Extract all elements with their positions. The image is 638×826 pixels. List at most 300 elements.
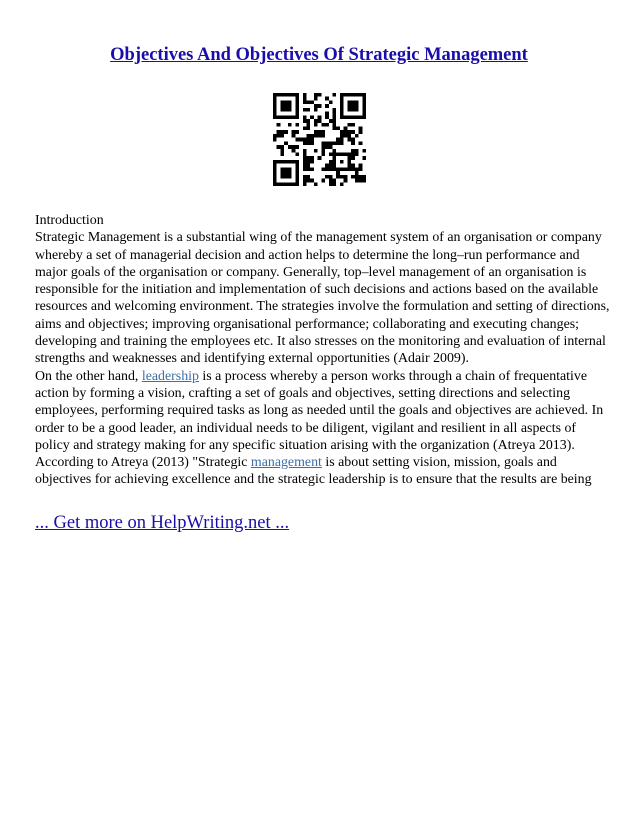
qr-module	[303, 138, 307, 142]
qr-module	[325, 104, 329, 108]
qr-module	[340, 160, 344, 164]
qr-module	[336, 171, 340, 175]
qr-module	[306, 134, 310, 138]
qr-module	[295, 112, 299, 116]
qr-module	[295, 171, 299, 175]
qr-module	[273, 100, 277, 104]
qr-module	[347, 167, 351, 171]
qr-module	[295, 104, 299, 108]
qr-module	[310, 115, 314, 119]
qr-module	[333, 164, 337, 168]
qr-module	[344, 115, 348, 119]
qr-module	[321, 141, 325, 145]
qr-module	[325, 141, 329, 145]
qr-module	[280, 160, 284, 164]
document-title-link[interactable]: Objectives And Objectives Of Strategic Management	[110, 45, 528, 65]
qr-module	[336, 141, 340, 145]
qr-module	[355, 115, 359, 119]
qr-module	[340, 153, 344, 157]
qr-module	[273, 138, 277, 142]
qr-module	[351, 167, 355, 171]
qr-module	[314, 97, 318, 101]
qr-module	[336, 167, 340, 171]
qr-module	[284, 108, 288, 112]
qr-module	[321, 149, 325, 153]
qr-module	[280, 171, 284, 175]
qr-module	[329, 167, 333, 171]
qr-module	[347, 93, 351, 97]
qr-module	[292, 134, 296, 138]
qr-module	[277, 160, 281, 164]
qr-module	[303, 108, 307, 112]
qr-module	[284, 141, 288, 145]
qr-module	[280, 115, 284, 119]
qr-module	[277, 182, 281, 186]
qr-module	[355, 153, 359, 157]
paragraph-leadership	[35, 368, 610, 454]
qr-module	[273, 164, 277, 168]
qr-module	[318, 93, 322, 97]
qr-module	[273, 182, 277, 186]
qr-module	[333, 141, 337, 145]
qr-module	[303, 126, 307, 130]
qr-module	[277, 145, 281, 149]
qr-module	[333, 153, 337, 157]
qr-module	[280, 175, 284, 179]
qr-module	[359, 167, 363, 171]
qr-module	[280, 100, 284, 104]
qr-module	[347, 104, 351, 108]
qr-module	[333, 149, 337, 153]
qr-module	[333, 167, 337, 171]
qr-module	[303, 179, 307, 183]
qr-module	[362, 108, 366, 112]
qr-module	[351, 141, 355, 145]
qr-module	[359, 93, 363, 97]
qr-module	[306, 100, 310, 104]
qr-module	[325, 175, 329, 179]
qr-module	[288, 115, 292, 119]
qr-module	[295, 115, 299, 119]
qr-module	[284, 160, 288, 164]
qr-module	[329, 175, 333, 179]
qr-module	[340, 134, 344, 138]
qr-module	[280, 108, 284, 112]
paragraph-atreya-quote	[35, 454, 610, 489]
qr-module	[288, 108, 292, 112]
qr-module	[355, 171, 359, 175]
qr-module	[347, 138, 351, 142]
qr-code	[273, 93, 366, 186]
qr-module	[303, 119, 307, 123]
qr-module	[288, 175, 292, 179]
qr-module	[340, 112, 344, 116]
qr-module	[351, 153, 355, 157]
qr-module	[292, 182, 296, 186]
qr-module	[362, 97, 366, 101]
qr-module	[306, 126, 310, 130]
qr-module	[295, 100, 299, 104]
qr-module	[325, 112, 329, 116]
qr-module	[329, 119, 333, 123]
qr-module	[277, 93, 281, 97]
qr-module	[292, 145, 296, 149]
qr-module	[329, 145, 333, 149]
qr-module	[340, 115, 344, 119]
qr-module	[333, 112, 337, 116]
qr-module	[295, 123, 299, 127]
qr-module	[310, 138, 314, 142]
qr-module	[288, 167, 292, 171]
qr-module	[273, 104, 277, 108]
qr-module	[295, 130, 299, 134]
qr-module	[347, 108, 351, 112]
qr-module	[288, 182, 292, 186]
qr-module	[362, 112, 366, 116]
qr-module	[333, 108, 337, 112]
qr-module	[303, 115, 307, 119]
qr-module	[273, 115, 277, 119]
qr-module	[310, 156, 314, 160]
qr-module	[273, 160, 277, 164]
qr-module	[340, 175, 344, 179]
qr-module	[336, 138, 340, 142]
qr-module	[288, 123, 292, 127]
qr-module	[355, 93, 359, 97]
qr-module	[303, 167, 307, 171]
qr-module	[329, 182, 333, 186]
qr-module	[347, 100, 351, 104]
qr-module	[314, 123, 318, 127]
qr-module	[355, 108, 359, 112]
get-more-link[interactable]: ... Get more on HelpWriting.net ...	[35, 513, 290, 533]
qr-module	[280, 149, 284, 153]
qr-module	[314, 130, 318, 134]
qr-module	[280, 104, 284, 108]
qr-module	[314, 119, 318, 123]
qr-module	[310, 179, 314, 183]
qr-module	[280, 182, 284, 186]
qr-module	[344, 93, 348, 97]
qr-module	[325, 115, 329, 119]
qr-module	[303, 93, 307, 97]
qr-module	[303, 149, 307, 153]
qr-module	[359, 130, 363, 134]
qr-module	[333, 182, 337, 186]
intro-heading: Introduction	[35, 213, 104, 228]
qr-module	[318, 134, 322, 138]
qr-module	[359, 179, 363, 183]
qr-module	[273, 179, 277, 183]
qr-module	[355, 179, 359, 183]
qr-module	[303, 100, 307, 104]
qr-module	[310, 100, 314, 104]
qr-module	[277, 115, 281, 119]
qr-module	[359, 141, 363, 145]
qr-module	[359, 164, 363, 168]
qr-module	[359, 175, 363, 179]
qr-module	[306, 179, 310, 183]
qr-module	[292, 115, 296, 119]
qr-module	[295, 97, 299, 101]
qr-module	[273, 112, 277, 116]
qr-module	[303, 182, 307, 186]
qr-module	[273, 108, 277, 112]
qr-module	[340, 97, 344, 101]
qr-module	[344, 134, 348, 138]
qr-module	[344, 126, 348, 130]
qr-module	[295, 160, 299, 164]
qr-module	[336, 175, 340, 179]
qr-module	[306, 160, 310, 164]
qr-module	[355, 100, 359, 104]
qr-module	[284, 171, 288, 175]
qr-module	[340, 100, 344, 104]
qr-module	[273, 97, 277, 101]
qr-module	[362, 179, 366, 183]
qr-module	[306, 123, 310, 127]
qr-module	[273, 93, 277, 97]
qr-module	[318, 156, 322, 160]
qr-module	[284, 104, 288, 108]
qr-module	[340, 93, 344, 97]
qr-module	[303, 160, 307, 164]
qr-module	[336, 153, 340, 157]
qr-module	[344, 179, 348, 183]
qr-module	[277, 130, 281, 134]
qr-module	[351, 108, 355, 112]
document-body	[35, 212, 610, 489]
qr-module	[344, 175, 348, 179]
qr-module	[303, 153, 307, 157]
qr-module	[314, 182, 318, 186]
qr-module	[295, 179, 299, 183]
qr-module	[359, 126, 363, 130]
qr-module	[362, 104, 366, 108]
qr-module	[362, 175, 366, 179]
qr-module	[318, 119, 322, 123]
qr-module	[347, 153, 351, 157]
qr-module	[340, 104, 344, 108]
qr-module	[329, 100, 333, 104]
qr-module	[284, 175, 288, 179]
qr-module	[284, 93, 288, 97]
qr-module	[288, 171, 292, 175]
qr-module	[284, 115, 288, 119]
qr-module	[292, 149, 296, 153]
qr-module	[273, 167, 277, 171]
qr-module	[347, 123, 351, 127]
qr-module	[280, 145, 284, 149]
qr-module	[295, 175, 299, 179]
qr-module	[295, 138, 299, 142]
qr-module	[310, 141, 314, 145]
qr-module	[314, 104, 318, 108]
qr-module	[347, 164, 351, 168]
qr-module	[329, 153, 333, 157]
qr-module	[295, 93, 299, 97]
qr-module	[292, 130, 296, 134]
qr-module	[288, 104, 292, 108]
qr-module	[280, 93, 284, 97]
qr-module	[273, 175, 277, 179]
qr-module	[277, 134, 281, 138]
qr-module	[306, 164, 310, 168]
qr-module	[306, 119, 310, 123]
qr-module	[321, 153, 325, 157]
qr-module	[303, 141, 307, 145]
qr-module	[288, 100, 292, 104]
qr-module	[340, 138, 344, 142]
paragraph-strategic-management: Strategic Management is a substantial wing of the management system of an organisation or company whereby a set of managerial decision and action helps to determine the long–run performance and major goals of the organisation or company. Generally, top–level management of an organisation is responsible for the initiation and implementation of such decisions and actions based on the available resources and welcoming environment. The strategies involve the formulation and setting of directions, aims and objectives; improving organisational performance; collaborating and executing changes; developing and training the employees etc. It also stresses on the monitoring and evaluation of internal strengths and weaknesses and identifying external opportunities (Adair 2009).	[35, 230, 610, 367]
qr-module	[299, 138, 303, 142]
qr-module	[333, 160, 337, 164]
qr-module	[310, 167, 314, 171]
qr-module	[288, 145, 292, 149]
qr-module	[273, 171, 277, 175]
qr-module	[325, 167, 329, 171]
qr-module	[303, 97, 307, 101]
qr-module	[321, 145, 325, 149]
qr-module	[362, 100, 366, 104]
qr-module	[273, 134, 277, 138]
qr-module	[340, 108, 344, 112]
qr-module	[351, 149, 355, 153]
paragraph-leadership-text-start: On the other hand,	[35, 368, 142, 384]
qr-module	[314, 134, 318, 138]
qr-module	[355, 167, 359, 171]
qr-module	[321, 179, 325, 183]
qr-module	[340, 167, 344, 171]
qr-module	[340, 130, 344, 134]
qr-module	[344, 167, 348, 171]
qr-module	[318, 130, 322, 134]
qr-module	[292, 93, 296, 97]
qr-module	[347, 134, 351, 138]
qr-module	[344, 153, 348, 157]
qr-module	[362, 93, 366, 97]
qr-module	[325, 164, 329, 168]
qr-module	[351, 104, 355, 108]
qr-module	[295, 182, 299, 186]
qr-module	[295, 145, 299, 149]
qr-module	[306, 141, 310, 145]
qr-module	[351, 115, 355, 119]
qr-module	[325, 123, 329, 127]
qr-module	[321, 123, 325, 127]
qr-module	[318, 104, 322, 108]
qr-module	[329, 164, 333, 168]
qr-module	[355, 149, 359, 153]
leadership-link[interactable]: leadership	[141, 368, 199, 384]
qr-module	[344, 130, 348, 134]
qr-module	[347, 115, 351, 119]
qr-module	[329, 160, 333, 164]
qr-module	[284, 100, 288, 104]
qr-module	[280, 130, 284, 134]
qr-module	[321, 130, 325, 134]
qr-module	[288, 93, 292, 97]
qr-module	[321, 134, 325, 138]
qr-module	[351, 175, 355, 179]
qr-module	[314, 149, 318, 153]
qr-module	[351, 100, 355, 104]
qr-module	[306, 175, 310, 179]
qr-module	[347, 160, 351, 164]
qr-module	[318, 115, 322, 119]
qr-module	[347, 156, 351, 160]
qr-module	[284, 130, 288, 134]
qr-module	[303, 175, 307, 179]
qr-module	[314, 108, 318, 112]
qr-module	[280, 167, 284, 171]
qr-module	[362, 149, 366, 153]
qr-module	[288, 160, 292, 164]
qr-module	[306, 156, 310, 160]
qr-module	[333, 179, 337, 183]
qr-module	[280, 134, 284, 138]
paragraph-atreya-text-start: According to Atreya (2013) "Strategic	[35, 455, 251, 471]
qr-module	[333, 115, 337, 119]
qr-module	[340, 141, 344, 145]
management-link[interactable]: management	[250, 455, 322, 471]
qr-module	[333, 126, 337, 130]
qr-module	[310, 160, 314, 164]
qr-module	[314, 93, 318, 97]
paragraph-atreya-text-end: is about setting vision, mission, goals and objectives for achieving excellence and the strategic leadership is to ensure that the results are being	[35, 455, 592, 488]
qr-module	[351, 93, 355, 97]
qr-module	[347, 130, 351, 134]
qr-module	[310, 134, 314, 138]
qr-module	[292, 160, 296, 164]
qr-module	[325, 97, 329, 101]
qr-module	[351, 130, 355, 134]
qr-module	[355, 134, 359, 138]
qr-module	[333, 156, 337, 160]
qr-module	[284, 167, 288, 171]
qr-module	[295, 167, 299, 171]
qr-module	[336, 126, 340, 130]
qr-module	[333, 119, 337, 123]
qr-module	[284, 182, 288, 186]
paragraph-leadership-text-end: is a process whereby a person works through a chain of frequentative action by forming a vision, crafting a set of goals and objectives, setting directions and selecting employees, performing required tasks as long as needed until the goals and objectives are achieved. In order to be a good leader, an individual needs to be diligent, vigilant and resilient in all aspects of policy and strategy making for any specific situation arising with the organization (Atreya 2013).	[35, 368, 604, 453]
qr-module	[295, 153, 299, 157]
qr-module	[362, 156, 366, 160]
qr-module	[295, 108, 299, 112]
qr-module	[355, 104, 359, 108]
qr-module	[340, 182, 344, 186]
qr-module	[333, 123, 337, 127]
qr-module	[295, 164, 299, 168]
qr-module	[306, 138, 310, 142]
qr-module	[355, 175, 359, 179]
qr-module	[329, 179, 333, 183]
qr-module	[362, 115, 366, 119]
qr-module	[303, 164, 307, 168]
qr-module	[306, 167, 310, 171]
qr-module	[333, 93, 337, 97]
qr-code-icon	[273, 93, 366, 186]
qr-module	[306, 108, 310, 112]
qr-module	[325, 145, 329, 149]
qr-module	[351, 164, 355, 168]
qr-module	[351, 123, 355, 127]
qr-module	[277, 123, 281, 127]
qr-module	[351, 156, 355, 160]
qr-module	[351, 138, 355, 142]
qr-module	[359, 115, 363, 119]
qr-module	[329, 141, 333, 145]
